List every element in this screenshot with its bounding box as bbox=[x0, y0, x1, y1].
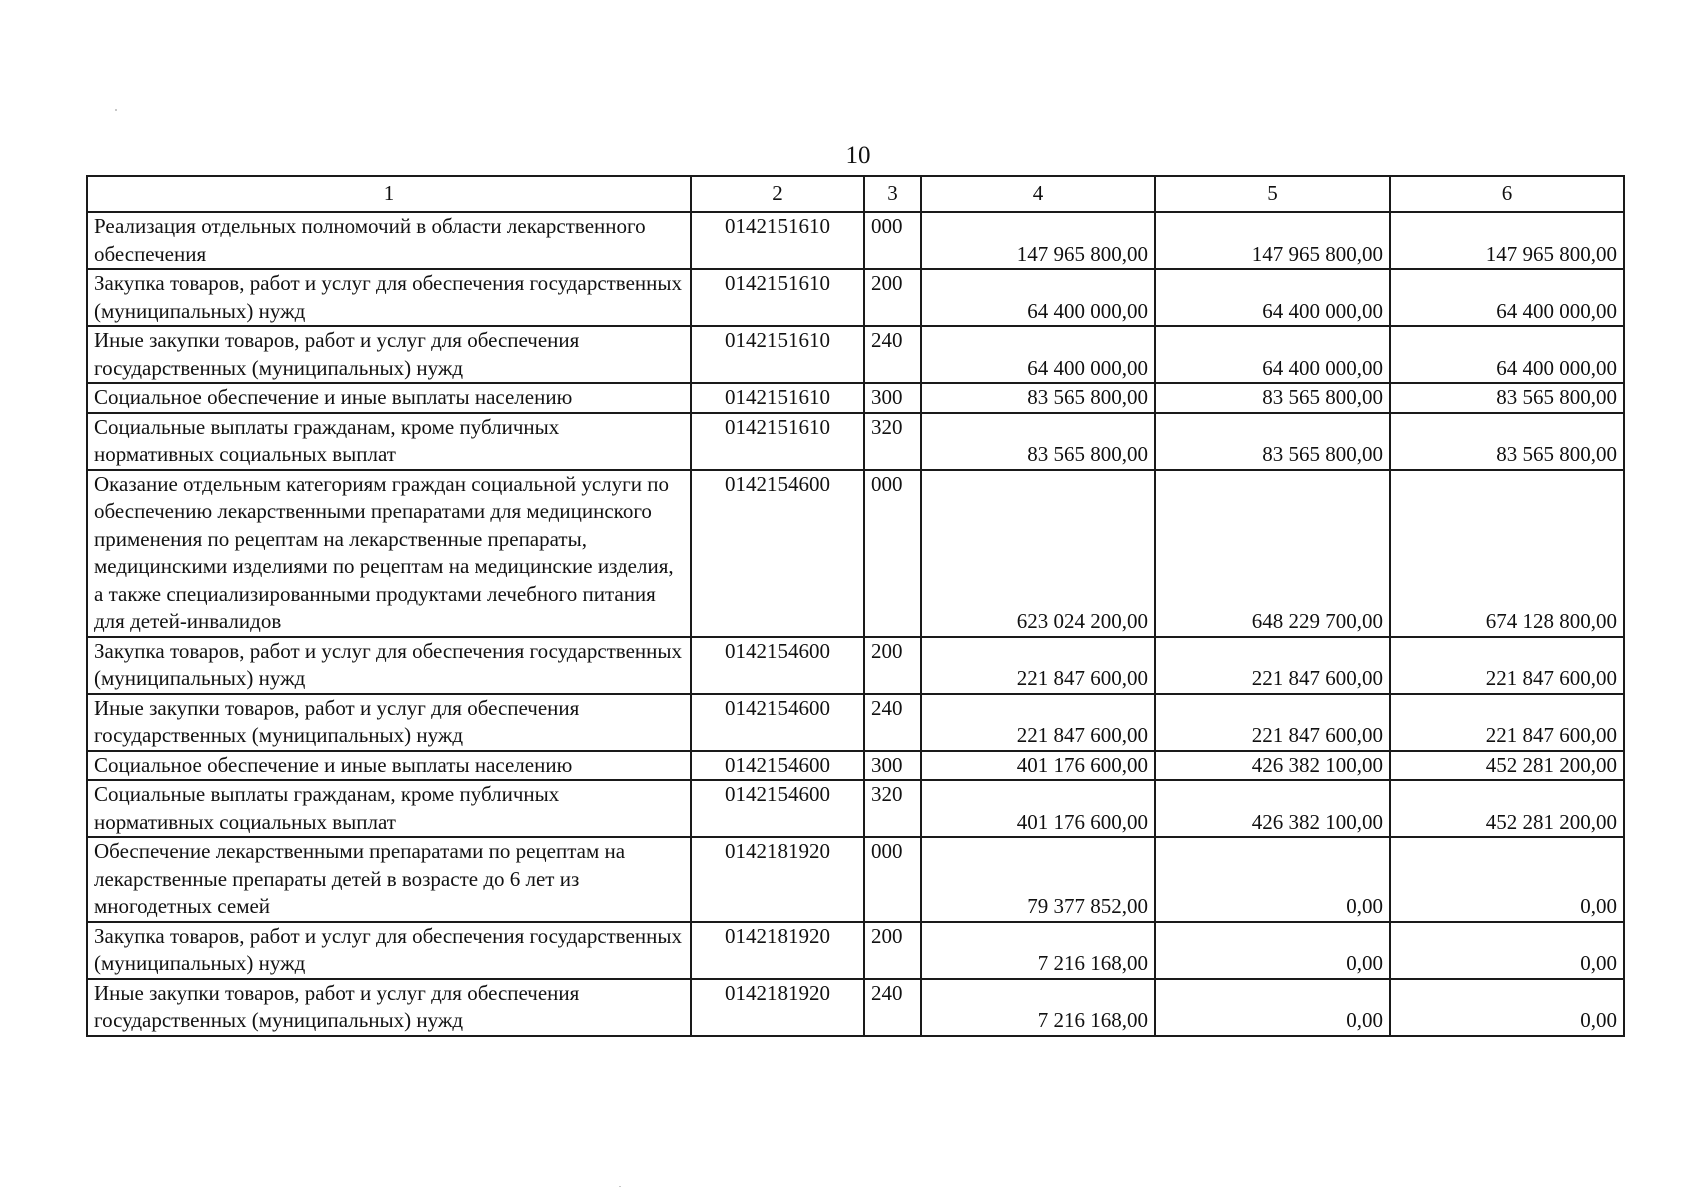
scan-mark bbox=[115, 109, 117, 111]
amount-col6-cell: 674 128 800,00 bbox=[1390, 470, 1624, 637]
target-code-cell: 0142154600 bbox=[691, 780, 864, 837]
item-name-cell: Обеспечение лекарственными препаратами по рецептам на лекарственные препараты детей в возрасте до 6 лет из многодетных семей bbox=[87, 837, 691, 922]
column-number-6: 6 bbox=[1390, 176, 1624, 212]
item-name-cell: Закупка товаров, работ и услуг для обеспечения государственных (муниципальных) нужд bbox=[87, 637, 691, 694]
item-name-cell: Социальное обеспечение и иные выплаты населению bbox=[87, 383, 691, 413]
amount-col4-cell: 401 176 600,00 bbox=[921, 751, 1155, 781]
amount-col5-cell: 64 400 000,00 bbox=[1155, 269, 1390, 326]
target-code-cell: 0142181920 bbox=[691, 979, 864, 1036]
table-row bbox=[87, 837, 1624, 922]
amount-col4-cell: 221 847 600,00 bbox=[921, 637, 1155, 694]
expense-type-cell: 000 bbox=[864, 212, 921, 269]
target-code-cell: 0142151610 bbox=[691, 269, 864, 326]
column-number-1: 1 bbox=[87, 176, 691, 212]
amount-col5-cell: 64 400 000,00 bbox=[1155, 326, 1390, 383]
amount-col6-cell: 0,00 bbox=[1390, 979, 1624, 1036]
target-code-cell: 0142151610 bbox=[691, 326, 864, 383]
amount-col5-cell: 0,00 bbox=[1155, 837, 1390, 922]
table-row bbox=[87, 470, 1624, 637]
amount-col4-cell: 623 024 200,00 bbox=[921, 470, 1155, 637]
amount-col4-cell: 7 216 168,00 bbox=[921, 922, 1155, 979]
item-name-cell: Социальные выплаты гражданам, кроме публичных нормативных социальных выплат bbox=[87, 780, 691, 837]
amount-col6-cell: 0,00 bbox=[1390, 922, 1624, 979]
expense-type-cell: 200 bbox=[864, 637, 921, 694]
amount-col6-cell: 452 281 200,00 bbox=[1390, 751, 1624, 781]
expense-type-cell: 000 bbox=[864, 470, 921, 637]
target-code-cell: 0142151610 bbox=[691, 413, 864, 470]
amount-col6-cell: 83 565 800,00 bbox=[1390, 383, 1624, 413]
column-number-2: 2 bbox=[691, 176, 864, 212]
table-row bbox=[87, 413, 1624, 470]
page-number: 10 bbox=[845, 142, 871, 169]
amount-col6-cell: 452 281 200,00 bbox=[1390, 780, 1624, 837]
budget-table-body bbox=[87, 176, 1624, 1036]
amount-col5-cell: 221 847 600,00 bbox=[1155, 694, 1390, 751]
target-code-cell: 0142154600 bbox=[691, 637, 864, 694]
item-name-cell: Социальное обеспечение и иные выплаты населению bbox=[87, 751, 691, 781]
amount-col4-cell: 83 565 800,00 bbox=[921, 383, 1155, 413]
table-row bbox=[87, 383, 1624, 413]
expense-type-cell: 320 bbox=[864, 780, 921, 837]
table-row bbox=[87, 922, 1624, 979]
table-row bbox=[87, 637, 1624, 694]
table-row bbox=[87, 694, 1624, 751]
amount-col4-cell: 79 377 852,00 bbox=[921, 837, 1155, 922]
amount-col5-cell: 426 382 100,00 bbox=[1155, 751, 1390, 781]
expense-type-cell: 240 bbox=[864, 326, 921, 383]
amount-col5-cell: 648 229 700,00 bbox=[1155, 470, 1390, 637]
target-code-cell: 0142151610 bbox=[691, 383, 864, 413]
amount-col4-cell: 64 400 000,00 bbox=[921, 326, 1155, 383]
table-row bbox=[87, 979, 1624, 1036]
amount-col5-cell: 221 847 600,00 bbox=[1155, 637, 1390, 694]
amount-col6-cell: 0,00 bbox=[1390, 837, 1624, 922]
table-row bbox=[87, 751, 1624, 781]
target-code-cell: 0142154600 bbox=[691, 470, 864, 637]
item-name-cell: Оказание отдельным категориям граждан социальной услуги по обеспечению лекарственными препаратами для медицинского применения по рецептам на лекарственные препараты, медицинскими изделиями по рецептам на медицинские изделия, а также специализированными продуктами лечебного питания для детей-инвалидов bbox=[87, 470, 691, 637]
item-name-cell: Закупка товаров, работ и услуг для обеспечения государственных (муниципальных) нужд bbox=[87, 922, 691, 979]
item-name-cell: Иные закупки товаров, работ и услуг для обеспечения государственных (муниципальных) нужд bbox=[87, 694, 691, 751]
amount-col5-cell: 147 965 800,00 bbox=[1155, 212, 1390, 269]
amount-col6-cell: 64 400 000,00 bbox=[1390, 326, 1624, 383]
amount-col6-cell: 83 565 800,00 bbox=[1390, 413, 1624, 470]
item-name-cell: Социальные выплаты гражданам, кроме публичных нормативных социальных выплат bbox=[87, 413, 691, 470]
budget-table bbox=[86, 175, 1625, 1037]
item-name-cell: Иные закупки товаров, работ и услуг для обеспечения государственных (муниципальных) нужд bbox=[87, 979, 691, 1036]
amount-col6-cell: 147 965 800,00 bbox=[1390, 212, 1624, 269]
column-number-3: 3 bbox=[864, 176, 921, 212]
expense-type-cell: 200 bbox=[864, 922, 921, 979]
amount-col6-cell: 221 847 600,00 bbox=[1390, 637, 1624, 694]
scan-mark bbox=[619, 1186, 621, 1187]
column-number-5: 5 bbox=[1155, 176, 1390, 212]
expense-type-cell: 200 bbox=[864, 269, 921, 326]
table-row bbox=[87, 212, 1624, 269]
amount-col4-cell: 221 847 600,00 bbox=[921, 694, 1155, 751]
expense-type-cell: 300 bbox=[864, 383, 921, 413]
expense-type-cell: 320 bbox=[864, 413, 921, 470]
target-code-cell: 0142154600 bbox=[691, 751, 864, 781]
amount-col6-cell: 64 400 000,00 bbox=[1390, 269, 1624, 326]
column-number-4: 4 bbox=[921, 176, 1155, 212]
amount-col4-cell: 64 400 000,00 bbox=[921, 269, 1155, 326]
amount-col6-cell: 221 847 600,00 bbox=[1390, 694, 1624, 751]
amount-col5-cell: 0,00 bbox=[1155, 922, 1390, 979]
item-name-cell: Иные закупки товаров, работ и услуг для обеспечения государственных (муниципальных) нужд bbox=[87, 326, 691, 383]
target-code-cell: 0142151610 bbox=[691, 212, 864, 269]
amount-col5-cell: 0,00 bbox=[1155, 979, 1390, 1036]
target-code-cell: 0142154600 bbox=[691, 694, 864, 751]
item-name-cell: Реализация отдельных полномочий в области лекарственного обеспечения bbox=[87, 212, 691, 269]
amount-col4-cell: 401 176 600,00 bbox=[921, 780, 1155, 837]
column-number-header-row bbox=[87, 176, 1624, 212]
expense-type-cell: 240 bbox=[864, 694, 921, 751]
target-code-cell: 0142181920 bbox=[691, 922, 864, 979]
item-name-cell: Закупка товаров, работ и услуг для обеспечения государственных (муниципальных) нужд bbox=[87, 269, 691, 326]
table-row bbox=[87, 269, 1624, 326]
amount-col4-cell: 7 216 168,00 bbox=[921, 979, 1155, 1036]
amount-col5-cell: 83 565 800,00 bbox=[1155, 383, 1390, 413]
table-row bbox=[87, 780, 1624, 837]
target-code-cell: 0142181920 bbox=[691, 837, 864, 922]
expense-type-cell: 000 bbox=[864, 837, 921, 922]
expense-type-cell: 300 bbox=[864, 751, 921, 781]
amount-col5-cell: 83 565 800,00 bbox=[1155, 413, 1390, 470]
expense-type-cell: 240 bbox=[864, 979, 921, 1036]
amount-col4-cell: 147 965 800,00 bbox=[921, 212, 1155, 269]
amount-col4-cell: 83 565 800,00 bbox=[921, 413, 1155, 470]
table-row bbox=[87, 326, 1624, 383]
amount-col5-cell: 426 382 100,00 bbox=[1155, 780, 1390, 837]
